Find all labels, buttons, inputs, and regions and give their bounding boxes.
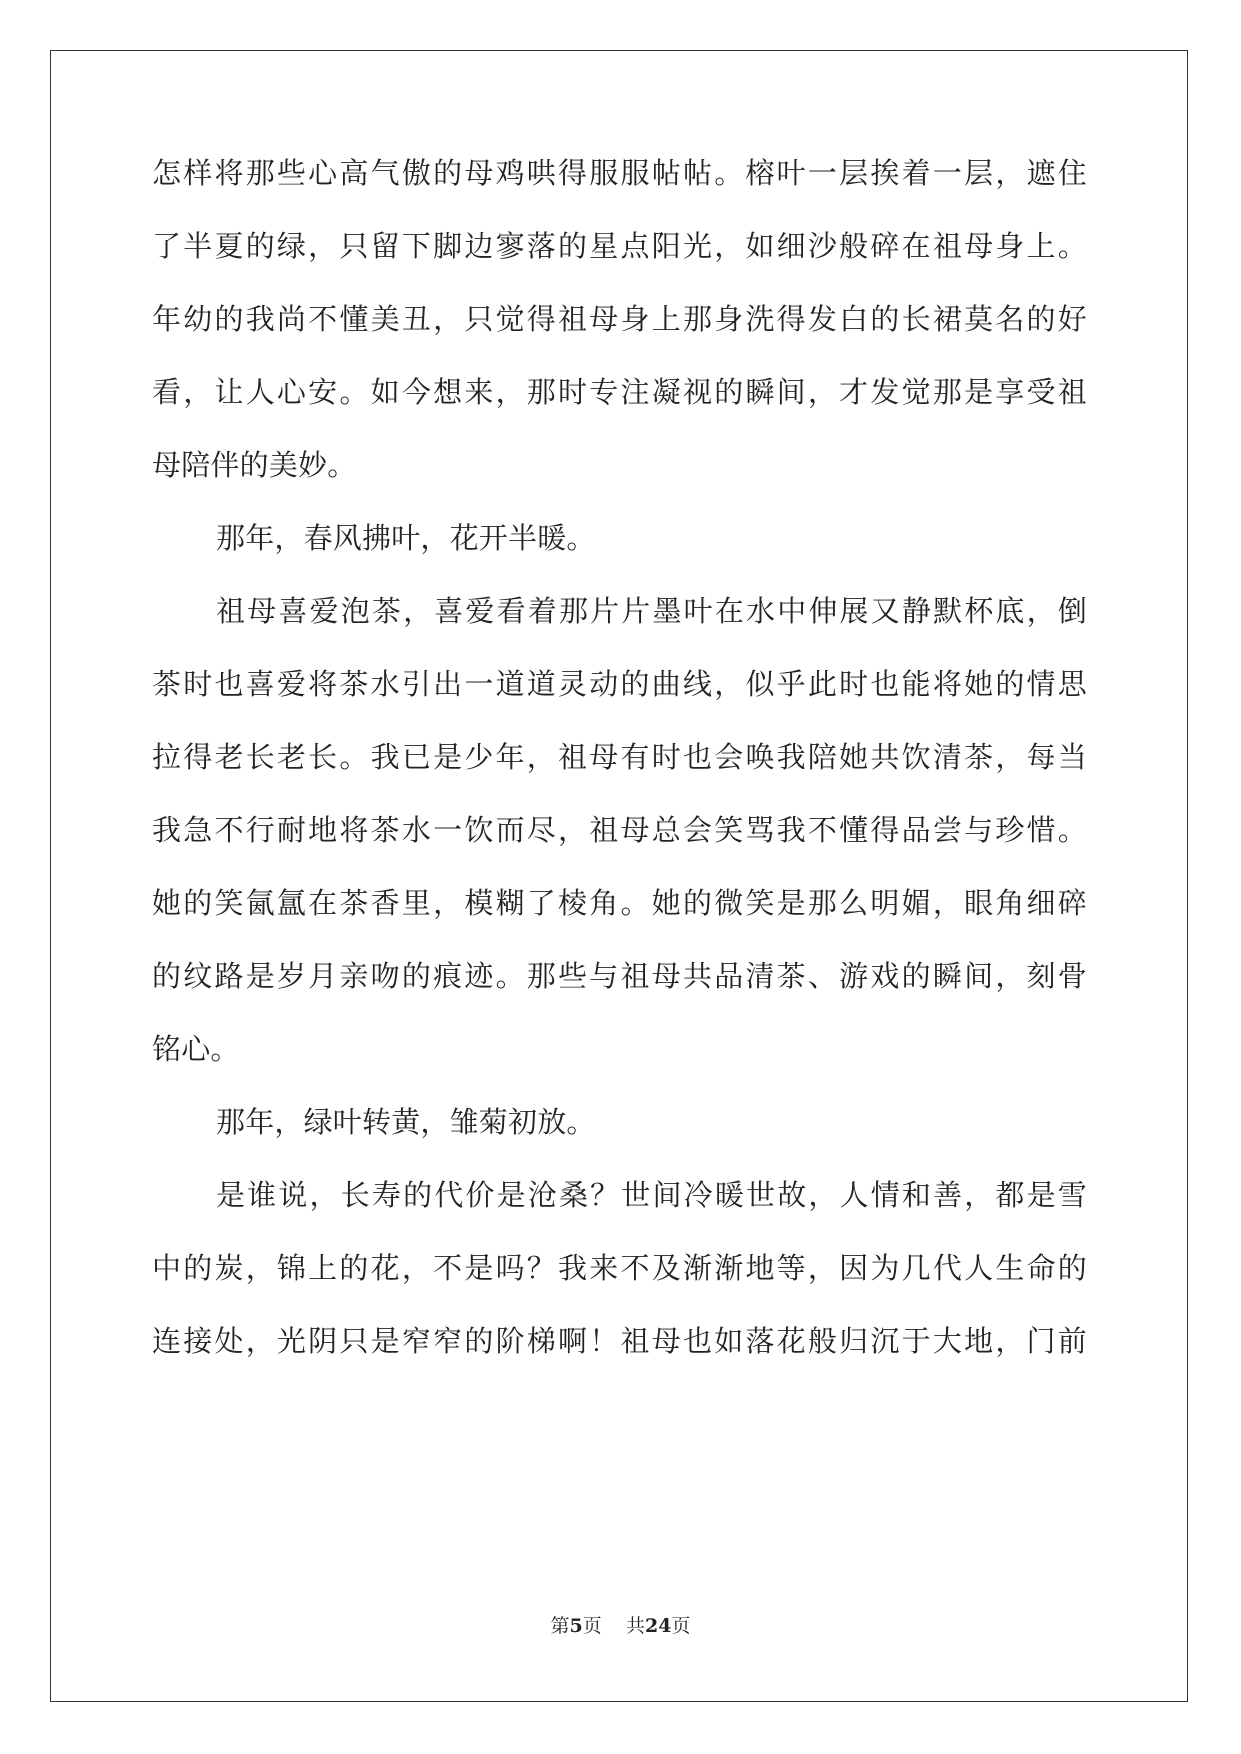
total-pages: 24 [644,1615,672,1637]
page-border [50,50,1188,1702]
text-line: 连接处，光阴只是窄窄的阶梯啊！祖母也如落花般归沉于大地，门前 [152,1324,1087,1358]
text-line: 拉得老长老长。我已是少年，祖母有时也会唤我陪她共饮清茶，每当 [152,740,1087,774]
total-suffix: 页 [671,1615,691,1637]
text-line: 母陪伴的美妙。 [152,448,357,482]
text-line: 看，让人心安。如今想来，那时专注凝视的瞬间，才发觉那是享受祖 [152,375,1087,409]
text-line: 中的炭，锦上的花，不是吗？我来不及渐渐地等，因为几代人生命的 [152,1251,1087,1285]
page-suffix: 页 [582,1615,602,1637]
page-prefix: 第 [550,1615,570,1637]
page-number: 5 [569,1615,583,1637]
text-line: 是谁说，长寿的代价是沧桑？世间冷暖世故，人情和善，都是雪 [216,1178,1087,1212]
text-line: 茶时也喜爱将茶水引出一道道灵动的曲线，似乎此时也能将她的情思 [152,667,1087,701]
text-line: 怎样将那些心高气傲的母鸡哄得服服帖帖。榕叶一层挨着一层，遮住 [152,156,1087,190]
page-footer [0,1614,1241,1638]
text-line: 我急不行耐地将茶水一饮而尽，祖母总会笑骂我不懂得品尝与珍惜。 [152,813,1087,847]
text-line: 那年，春风拂叶，花开半暖。 [216,521,596,555]
text-line: 的纹路是岁月亲吻的痕迹。那些与祖母共品清茶、游戏的瞬间，刻骨 [152,959,1087,993]
total-prefix: 共 [625,1615,645,1637]
text-line: 年幼的我尚不懂美丑，只觉得祖母身上那身洗得发白的长裙莫名的好 [152,302,1087,336]
text-line: 祖母喜爱泡茶，喜爱看着那片片墨叶在水中伸展又静默杯底，倒 [216,594,1087,628]
text-line: 那年，绿叶转黄，雏菊初放。 [216,1105,596,1139]
text-line: 她的笑氤氲在茶香里，模糊了棱角。她的微笑是那么明媚，眼角细碎 [152,886,1087,920]
text-line: 了半夏的绿，只留下脚边寥落的星点阳光，如细沙般碎在祖母身上。 [152,229,1087,263]
text-line: 铭心。 [152,1032,240,1066]
